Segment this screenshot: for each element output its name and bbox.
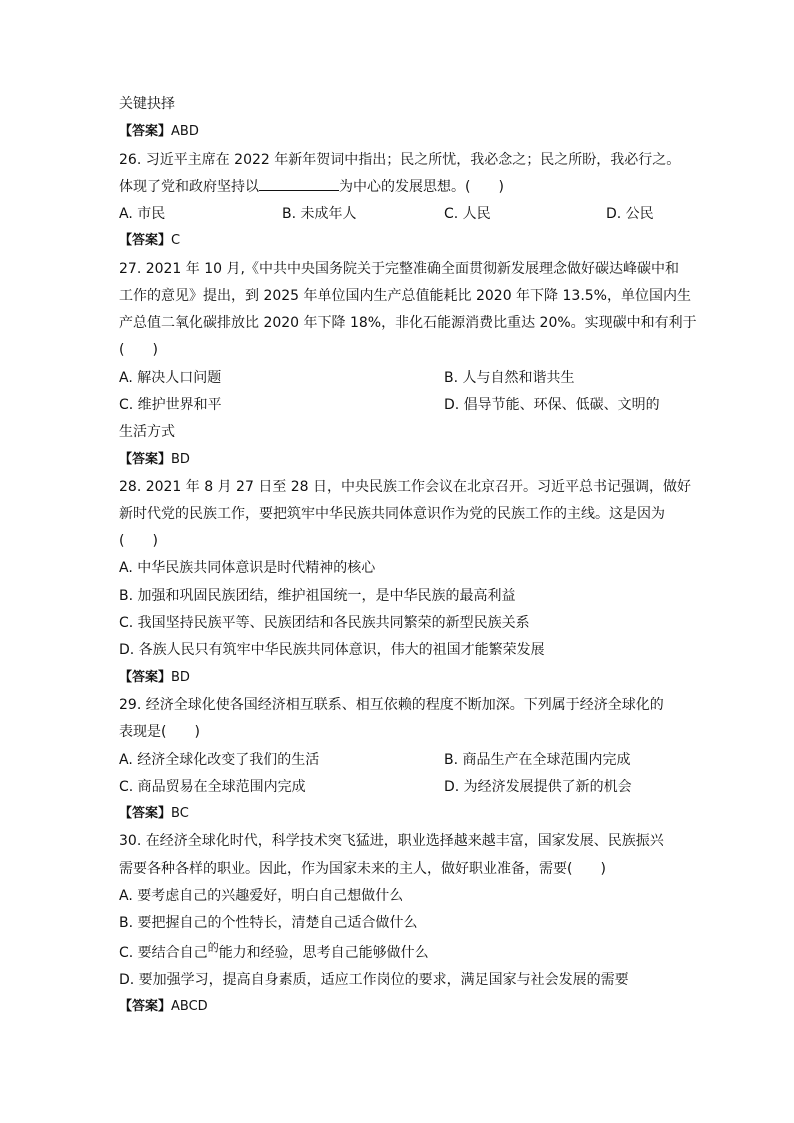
q27-option-d: D. 倡导节能、环保、低碳、文明的 [444,397,660,413]
answer-value: BD [171,452,190,467]
q29-line1: 29. 经济全球化使各国经济相互联系、相互依赖的程度不断加深。下列属于经济全球化的 [119,697,664,713]
fill-blank [259,178,339,191]
q27-line2: 工作的意见》提出，到 2025 年单位国内生产总值能耗比 2020 年下降 13.5%，单位国内生 [119,288,691,304]
answer-line [119,998,208,1016]
answer-label: 【答案】 [119,806,172,821]
answer-line [119,669,190,687]
q30-line2: 需要各种各样的职业。因此，作为国家未来的主人，做好职业准备，需要( ) [119,861,606,877]
q26-line2-post: 为中心的发展思想。( ) [339,179,504,195]
q27-option-b: B. 人与自然和谐共生 [444,370,575,386]
q28-line2: 新时代党的民族工作，要把筑牢中华民族共同体意识作为党的民族工作的主线。这是因为 [119,506,665,522]
answer-line [119,232,180,250]
q27-option-c: C. 维护世界和平 [119,397,222,413]
answer-line [119,123,199,141]
answer-value: BD [171,670,190,685]
q26-line2 [119,178,504,196]
q28-option-b: B. 加强和巩固民族团结，维护祖国统一，是中华民族的最高利益 [119,588,516,604]
answer-value: BC [171,806,189,821]
q27-line4: ( ) [119,342,158,358]
q28-option-a: A. 中华民族共同体意识是时代精神的核心 [119,560,376,576]
answer-label: 【答案】 [119,124,172,139]
answer-label: 【答案】 [119,233,172,248]
q26-option-b: B. 未成年人 [282,206,357,222]
q26-line1: 26. 习近平主席在 2022 年新年贺词中指出；民之所忧，我必念之；民之所盼，我必行之。 [119,152,681,168]
q28-option-c: C. 我国坚持民族平等、民族团结和各民族共同繁荣的新型民族关系 [119,615,530,631]
q30-option-a: A. 要考虑自己的兴趣爱好，明白自己想做什么 [119,888,404,904]
q26-option-c: C. 人民 [444,206,491,222]
q28-line3: ( ) [119,533,158,549]
q29-option-a: A. 经济全球化改变了我们的生活 [119,752,320,768]
q29-option-b: B. 商品生产在全球范围内完成 [444,752,631,768]
q28-option-d: D. 各族人民只有筑牢中华民族共同体意识，伟大的祖国才能繁荣发展 [119,642,545,658]
q28-line1: 28. 2021 年 8 月 27 日至 28 日，中央民族工作会议在北京召开。习近平总书记强调，做好 [119,479,692,495]
answer-label: 【答案】 [119,999,172,1014]
q30-option-c-sup: 的 [207,941,219,954]
answer-label: 【答案】 [119,670,172,685]
answer-line [119,805,189,823]
answer-label: 【答案】 [119,452,172,467]
answer-value: ABCD [171,999,208,1014]
q27-option-d-cont: 生活方式 [119,424,175,440]
q27-line3: 产总值二氧化碳排放比 2020 年下降 18%，非化石能源消费比重达 20%。实现碳中和有利于 [119,315,697,331]
answer-line [119,451,190,469]
q30-option-d: D. 要加强学习，提高自身素质，适应工作岗位的要求，满足国家与社会发展的需要 [119,972,629,988]
answer-value: ABD [171,124,199,139]
q30-option-c-start: C. 要结合自己 [119,945,208,961]
intro-text: 关键抉择 [119,96,175,112]
q26-option-d: D. 公民 [606,206,654,222]
q30-option-c-rest: 能力和经验，思考自己能够做什么 [218,945,429,961]
q27-line1: 27. 2021 年 10 月,《中共中央国务院关于完整准确全面贯彻新发展理念做好碳达峰碳中和 [119,261,679,277]
q26-option-a: A. 市民 [119,206,166,222]
q29-option-d: D. 为经济发展提供了新的机会 [444,779,632,795]
q29-option-c: C. 商品贸易在全球范围内完成 [119,779,306,795]
q30-option-c [119,941,429,963]
q30-option-b: B. 要把握自己的个性特长，清楚自己适合做什么 [119,915,418,931]
q27-option-a: A. 解决人口问题 [119,370,222,386]
q29-line2: 表现是( ) [119,724,200,740]
q26-line2-pre: 体现了党和政府坚持以 [119,179,259,195]
q30-line1: 30. 在经济全球化时代，科学技术突飞猛进，职业选择越来越丰富，国家发展、民族振兴 [119,833,664,849]
answer-value: C [171,233,181,248]
